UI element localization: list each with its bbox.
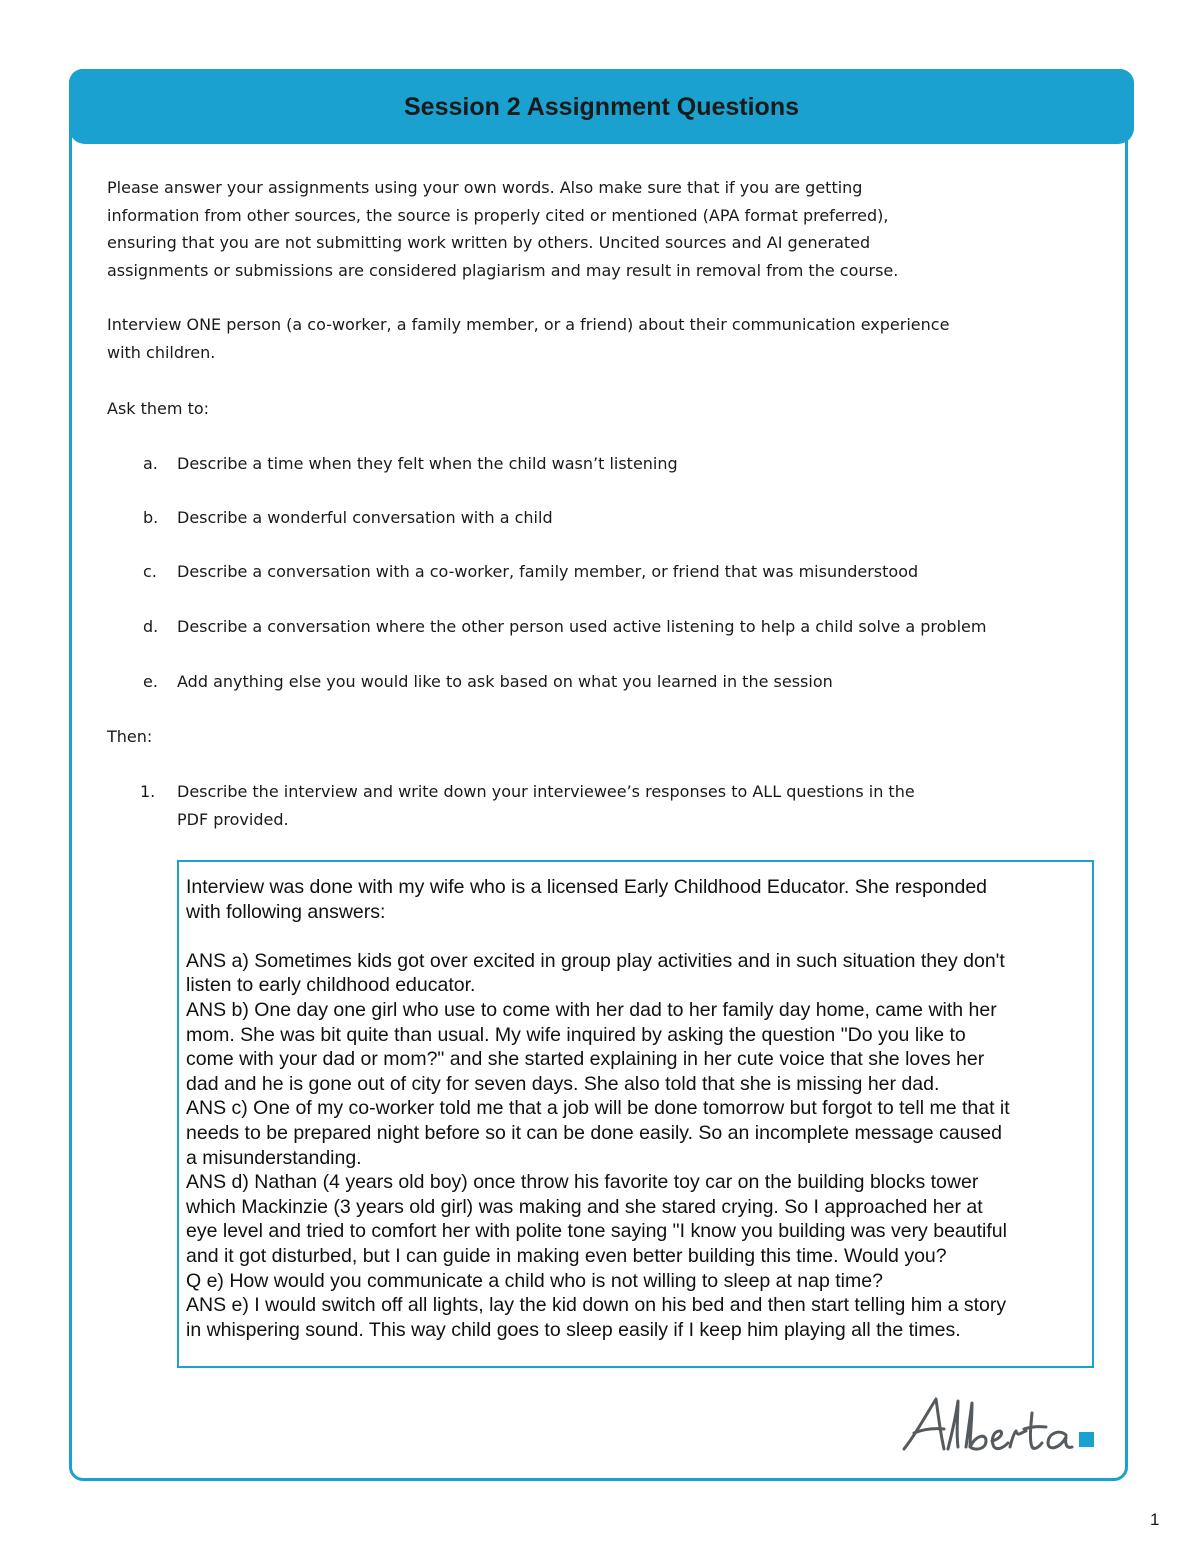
answer-spacer <box>186 924 1086 949</box>
page-title: Session 2 Assignment Questions <box>403 93 799 121</box>
task-line-2: PDF provided. <box>177 809 289 829</box>
question-marker: e. <box>143 672 158 691</box>
answer-box[interactable] <box>177 860 1094 1368</box>
answer-line: a misunderstanding. <box>186 1146 362 1169</box>
answer-line: which Mackinzie (3 years old girl) was making and she stared crying. So I approached her at <box>186 1195 983 1218</box>
ask-label: Ask them to: <box>107 399 210 418</box>
intro-line-3: ensuring that you are not submitting work written by others. Uncited sources and AI generated <box>107 233 871 252</box>
answer-line: listen to early childhood educator. <box>186 974 476 997</box>
answer-line: ANS d) Nathan (4 years old boy) once throw his favorite toy car on the building blocks tower <box>186 1171 979 1194</box>
interview-line-1: Interview ONE person (a co-worker, a family member, or a friend) about their communication experience <box>107 315 950 334</box>
task-line-1: Describe the interview and write down your interviewee’s responses to ALL questions in the <box>177 782 915 801</box>
intro-line-2: information from other sources, the source is properly cited or mentioned (APA format preferred), <box>107 205 889 225</box>
then-label: Then: <box>107 727 153 746</box>
question-marker: b. <box>143 508 159 527</box>
answer-line: ANS e) I would switch off all lights, lay the kid down on his bed and then start telling him a story <box>186 1294 1007 1317</box>
answer-line: ANS c) One of my co-worker told me that a job will be done tomorrow but forgot to tell me that it <box>186 1097 1010 1120</box>
intro-line-4: assignments or submissions are considered plagiarism and may result in removal from the course. <box>107 260 899 280</box>
header-banner <box>69 69 1134 144</box>
question-text: Describe a wonderful conversation with a child <box>177 508 553 527</box>
answer-line: in whispering sound. This way child goes to sleep easily if I keep him playing all the times. <box>186 1318 961 1341</box>
question-marker: c. <box>143 562 157 581</box>
interview-line-2: with children. <box>107 342 216 362</box>
question-text: Describe a time when they felt when the child wasn’t listening <box>177 454 678 473</box>
answer-line: needs to be prepared night before so it can be done easily. So an incomplete message caused <box>186 1121 1002 1144</box>
answer-intro-line-1: Interview was done with my wife who is a licensed Early Childhood Educator. She responded <box>186 876 988 898</box>
question-text: Describe a conversation with a co-worker, family member, or friend that was misunderstood <box>177 562 919 581</box>
question-marker: a. <box>143 454 158 473</box>
answer-line: dad and he is gone out of city for seven days. She also told that she is missing her dad. <box>186 1072 940 1095</box>
alberta-logo <box>900 1393 1100 1457</box>
answer-line: mom. She was bit quite than usual. My wife inquired by asking the question "Do you like to <box>186 1023 966 1046</box>
question-text: Describe a conversation where the other person used active listening to help a child solve a problem <box>177 617 987 636</box>
page-number: 1 <box>1150 1510 1160 1529</box>
answer-line: ANS a) Sometimes kids got over excited in group play activities and in such situation they don't <box>186 949 1005 972</box>
answer-line: ANS b) One day one girl who use to come with her dad to her family day home, came with her <box>186 998 997 1021</box>
answer-line: eye level and tried to comfort her with polite tone saying "I know you building was very beautiful <box>186 1220 1007 1243</box>
answer-line: come with your dad or mom?" and she started explaining in her cute voice that she loves her <box>186 1048 985 1071</box>
question-marker: d. <box>143 617 159 636</box>
answer-line: Q e) How would you communicate a child who is not willing to sleep at nap time? <box>186 1269 883 1292</box>
task-marker: 1. <box>140 782 156 801</box>
question-text: Add anything else you would like to ask based on what you learned in the session <box>177 672 833 691</box>
answer-intro-line-2: with following answers: <box>186 900 386 923</box>
answer-line: and it got disturbed, but I can guide in making even better building this time. Would you? <box>186 1244 947 1267</box>
intro-line-1: Please answer your assignments using your own words. Also make sure that if you are getting <box>107 178 863 197</box>
